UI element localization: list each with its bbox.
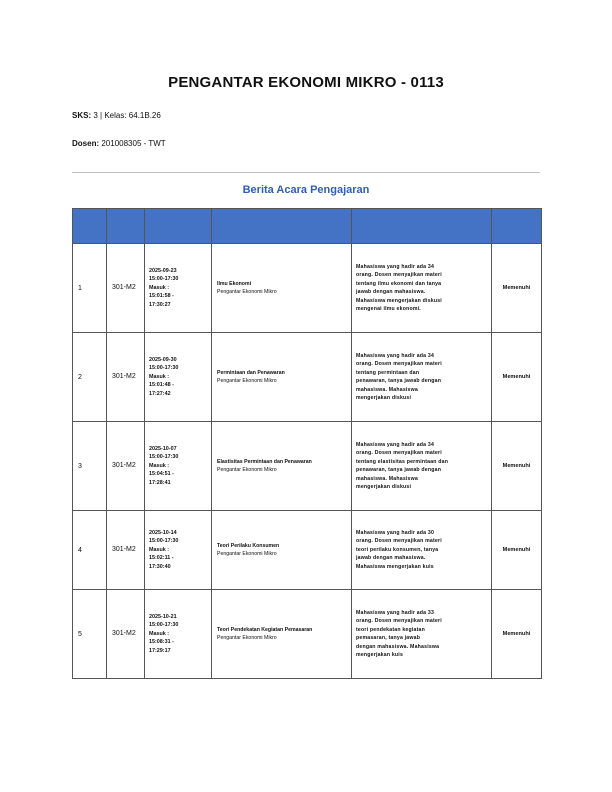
description-line: orang. Dosen menyajikan materi (356, 361, 442, 367)
row-number: 2 (73, 333, 107, 422)
description-line: mengerjakan diskusi (356, 484, 412, 490)
session-description (352, 590, 492, 679)
session-checkin-label: Masuk : (149, 373, 170, 380)
topic-title: Ilmu Ekonomi (217, 280, 252, 287)
description-line: tentang elastisitas permintaan dan (356, 458, 449, 465)
session-datetime (145, 590, 212, 679)
description-line: teori perilaku konsumen, tanya (356, 546, 439, 553)
description-line: penawaran, tanya jawab dengan (356, 467, 442, 473)
description-line: jawab dengan mahasiswa. (356, 555, 426, 562)
row-number: 4 (73, 511, 107, 590)
status-badge: Memenuhi (492, 422, 542, 511)
description-line: penawaran, tanya jawab dengan (356, 378, 442, 384)
topic-course: Pengantar Ekonomi Mikro (217, 289, 277, 295)
session-date: 2025-10-14 (149, 529, 177, 536)
description-line: Mahasiswa mengerjakan kuis (356, 563, 434, 570)
session-date: 2025-09-23 (149, 267, 177, 274)
session-checkin-end: 17:28:41 (149, 479, 171, 486)
session-checkin-end: 17:29:17 (149, 647, 171, 654)
topic-title: Permintaan dan Penawaran (217, 369, 285, 376)
session-topic (212, 590, 352, 679)
topic-title: Teori Pendekatan Kegiatan Pemasaran (217, 626, 313, 633)
session-checkin-label: Masuk : (149, 462, 170, 469)
description-line: teori pendekatan kegiatan (356, 626, 425, 633)
description-line: Mahasiswa yang hadir ada 33 (356, 609, 435, 616)
session-checkin-start: 15:04:51 - (149, 471, 174, 478)
topic-title: Elastisitas Permintaan dan Penawaran (217, 458, 312, 465)
description-line: Mahasiswa yang hadir ada 34 (356, 441, 435, 448)
session-topic (212, 422, 352, 511)
description-line: Mahasiswa yang hadir ada 34 (356, 352, 435, 359)
table-row (73, 590, 542, 679)
session-checkin-label: Masuk : (149, 284, 170, 291)
session-date: 2025-10-07 (149, 445, 177, 452)
description-line: pemasaran, tanya jawab (356, 635, 421, 641)
description-line: orang. Dosen menyajikan materi (356, 618, 442, 624)
header-cell-date (145, 209, 212, 244)
table-row (73, 422, 542, 511)
description-line: mengerjakan diskusi (356, 395, 412, 401)
sks-label: SKS: (72, 111, 92, 120)
description-line: tentang permintaan dan (356, 369, 420, 376)
status-badge: Memenuhi (492, 511, 542, 590)
room-code: 301-M2 (107, 590, 145, 679)
description-line: Mahasiswa mengerjakan diskusi (356, 297, 442, 304)
sks-value: 3 | Kelas: 64.1B.26 (93, 111, 161, 120)
topic-course: Pengantar Ekonomi Mikro (217, 635, 277, 641)
status-badge: Memenuhi (492, 590, 542, 679)
session-topic (212, 333, 352, 422)
table-row (73, 244, 542, 333)
session-description (352, 333, 492, 422)
row-number: 1 (73, 244, 107, 333)
session-schedule: 15:00-17:30 (149, 622, 179, 629)
teaching-log-table (72, 208, 542, 679)
dosen-info (72, 139, 166, 148)
dosen-label: Dosen: (72, 139, 100, 148)
description-line: mengenai ilmu ekonomi. (356, 306, 421, 312)
description-line: mengerjakan kuis (356, 652, 404, 658)
session-date: 2025-10-21 (149, 613, 177, 620)
session-checkin-start: 15:02:11 - (149, 555, 174, 562)
description-line: orang. Dosen menyajikan materi (356, 272, 442, 278)
session-datetime (145, 511, 212, 590)
row-number: 3 (73, 422, 107, 511)
session-schedule: 15:00-17:30 (149, 538, 179, 545)
description-line: orang. Dosen menyajikan materi (356, 450, 442, 456)
room-code: 301-M2 (107, 511, 145, 590)
description-line: mahasiswa. Mahasiswa (356, 386, 418, 393)
session-topic (212, 511, 352, 590)
session-date: 2025-09-30 (149, 356, 177, 363)
divider (72, 172, 540, 173)
description-line: Mahasiswa yang hadir ada 34 (356, 263, 435, 270)
session-datetime (145, 333, 212, 422)
description-line: jawab dengan mahasiswa. (356, 289, 426, 295)
header-cell-topic (212, 209, 352, 244)
session-schedule: 15:00-17:30 (149, 365, 179, 372)
row-number: 5 (73, 590, 107, 679)
room-code: 301-M2 (107, 333, 145, 422)
description-line: dengan mahasiswa. Mahasiswa (356, 643, 440, 650)
status-badge: Memenuhi (492, 244, 542, 333)
session-schedule: 15:00-17:30 (149, 276, 179, 283)
table-row (73, 333, 542, 422)
session-topic (212, 244, 352, 333)
topic-title: Teori Perilaku Konsumen (217, 542, 280, 549)
table-body (73, 244, 542, 679)
session-checkin-end: 17:30:40 (149, 563, 171, 570)
topic-course: Pengantar Ekonomi Mikro (217, 378, 277, 384)
header-cell-status (492, 209, 542, 244)
session-checkin-label: Masuk : (149, 630, 170, 637)
session-checkin-start: 15:01:48 - (149, 382, 174, 389)
table-row (73, 511, 542, 590)
course-title: PENGANTAR EKONOMI MIKRO - 0113 (168, 74, 444, 91)
description-line: tentang ilmu ekonomi dan tanya (356, 280, 442, 287)
session-checkin-label: Masuk : (149, 546, 170, 553)
session-checkin-end: 17:27:42 (149, 390, 171, 397)
session-description (352, 511, 492, 590)
session-description (352, 422, 492, 511)
room-code: 301-M2 (107, 422, 145, 511)
sks-info (72, 111, 161, 120)
status-badge: Memenuhi (492, 333, 542, 422)
table-header-row (73, 209, 542, 244)
description-line: orang. Dosen menyajikan materi (356, 538, 442, 545)
session-checkin-start: 15:01:58 - (149, 293, 174, 300)
session-checkin-start: 15:08:31 - (149, 639, 174, 646)
session-datetime (145, 244, 212, 333)
room-code: 301-M2 (107, 244, 145, 333)
session-schedule: 15:00-17:30 (149, 454, 179, 461)
description-line: mahasiswa. Mahasiswa (356, 475, 418, 482)
header-cell-no (73, 209, 107, 244)
session-checkin-end: 17:30:27 (149, 301, 171, 308)
topic-course: Pengantar Ekonomi Mikro (217, 467, 277, 473)
topic-course: Pengantar Ekonomi Mikro (217, 551, 277, 557)
session-description (352, 244, 492, 333)
description-line: Mahasiswa yang hadir ada 30 (356, 529, 435, 536)
header-cell-room (107, 209, 145, 244)
section-title: Berita Acara Pengajaran (242, 184, 370, 196)
session-datetime (145, 422, 212, 511)
dosen-value: 201008305 - TWT (101, 139, 166, 148)
header-cell-description (352, 209, 492, 244)
